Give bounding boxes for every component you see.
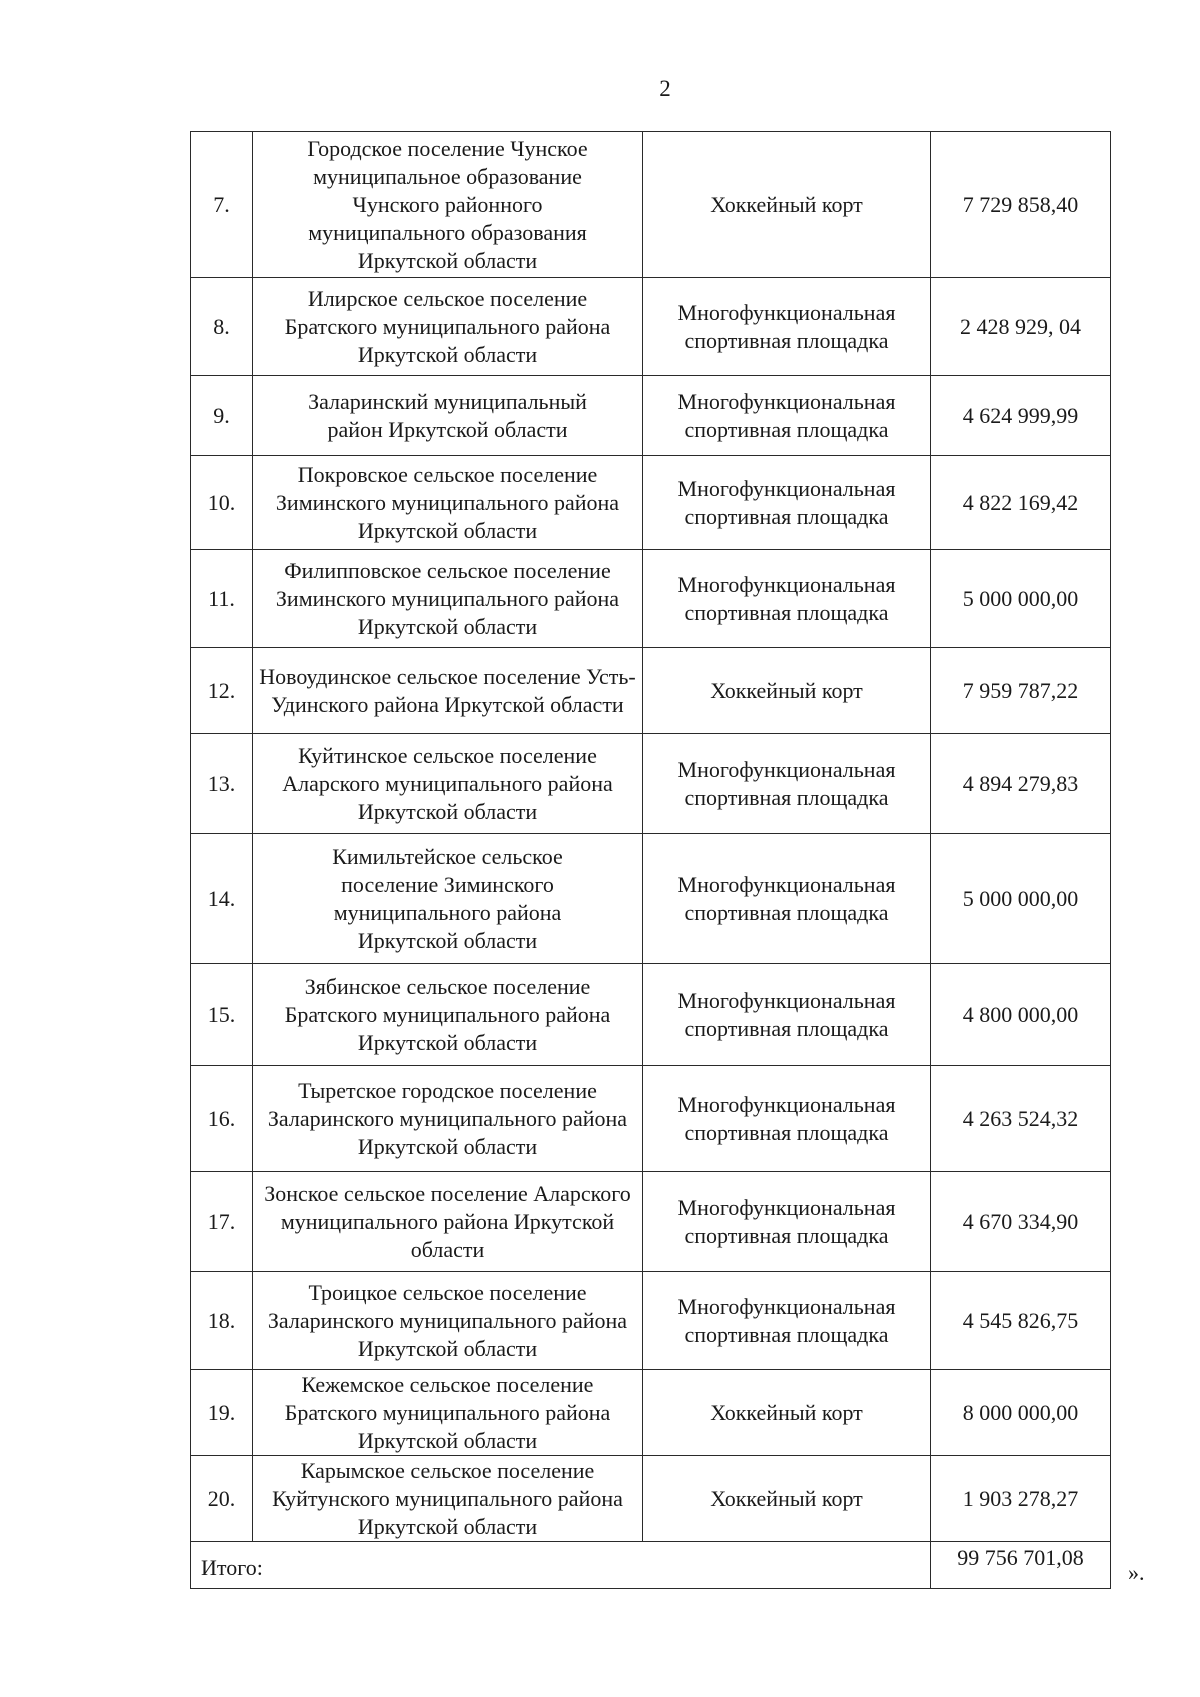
amount: 4 624 999,99	[931, 376, 1111, 456]
table-row	[191, 278, 1111, 376]
object-type: Многофункциональная спортивная площадка	[643, 1272, 931, 1370]
municipality-name: Заларинский муниципальный район Иркутской области	[253, 376, 643, 456]
municipality-name: Кежемское сельское поселение Братского муниципального района Иркутской области	[253, 1370, 643, 1456]
amount: 7 729 858,40	[931, 132, 1111, 278]
table-row	[191, 834, 1111, 964]
object-type: Многофункциональная спортивная площадка	[643, 278, 931, 376]
row-number: 15.	[191, 964, 253, 1066]
row-number: 10.	[191, 456, 253, 550]
object-type: Хоккейный корт	[643, 1456, 931, 1542]
amount: 2 428 929, 04	[931, 278, 1111, 376]
amount: 4 822 169,42	[931, 456, 1111, 550]
municipality-name: Илирское сельское поселение Братского муниципального района Иркутской области	[253, 278, 643, 376]
row-number: 17.	[191, 1172, 253, 1272]
amount: 7 959 787,22	[931, 648, 1111, 734]
object-type: Многофункциональная спортивная площадка	[643, 456, 931, 550]
amount: 4 800 000,00	[931, 964, 1111, 1066]
municipality-name: Куйтинское сельское поселение Аларского муниципального района Иркутской области	[253, 734, 643, 834]
total-amount: 99 756 701,08	[931, 1542, 1111, 1589]
object-type: Многофункциональная спортивная площадка	[643, 376, 931, 456]
row-number: 7.	[191, 132, 253, 278]
municipality-name: Новоудинское сельское поселение Усть-Удинского района Иркутской области	[253, 648, 643, 734]
municipality-name: Зябинское сельское поселение Братского муниципального района Иркутской области	[253, 964, 643, 1066]
object-type: Многофункциональная спортивная площадка	[643, 550, 931, 648]
table-row	[191, 456, 1111, 550]
row-number: 16.	[191, 1066, 253, 1172]
table-row	[191, 648, 1111, 734]
page-number: 2	[659, 76, 671, 101]
amount: 4 894 279,83	[931, 734, 1111, 834]
row-number: 8.	[191, 278, 253, 376]
table-row	[191, 376, 1111, 456]
municipality-name: Филипповское сельское поселение Зиминского муниципального района Иркутской области	[253, 550, 643, 648]
object-type: Многофункциональная спортивная площадка	[643, 1066, 931, 1172]
table-row	[191, 1456, 1111, 1542]
row-number: 12.	[191, 648, 253, 734]
amount: 4 670 334,90	[931, 1172, 1111, 1272]
amount: 5 000 000,00	[931, 550, 1111, 648]
table-row	[191, 964, 1111, 1066]
amount: 8 000 000,00	[931, 1370, 1111, 1456]
amount: 4 545 826,75	[931, 1272, 1111, 1370]
object-type: Многофункциональная спортивная площадка	[643, 834, 931, 964]
municipality-name: Покровское сельское поселение Зиминского муниципального района Иркутской области	[253, 456, 643, 550]
object-type: Многофункциональная спортивная площадка	[643, 1172, 931, 1272]
table-row	[191, 1272, 1111, 1370]
object-type: Хоккейный корт	[643, 132, 931, 278]
table-row	[191, 1370, 1111, 1456]
row-number: 19.	[191, 1370, 253, 1456]
table-row	[191, 1172, 1111, 1272]
municipality-name: Троицкое сельское поселение Заларинского муниципального района Иркутской области	[253, 1272, 643, 1370]
total-row	[191, 1542, 1111, 1589]
municipality-name: Городское поселение Чунское муниципальное образование Чунского районного муниципального образования Иркутской области	[253, 132, 643, 278]
municipality-name: Тыретское городское поселение Заларинского муниципального района Иркутской области	[253, 1066, 643, 1172]
funding-table	[190, 131, 1111, 1589]
amount: 1 903 278,27	[931, 1456, 1111, 1542]
row-number: 20.	[191, 1456, 253, 1542]
object-type: Хоккейный корт	[643, 1370, 931, 1456]
object-type: Многофункциональная спортивная площадка	[643, 964, 931, 1066]
row-number: 13.	[191, 734, 253, 834]
municipality-name: Карымское сельское поселение Куйтунского муниципального района Иркутской области	[253, 1456, 643, 1542]
row-number: 9.	[191, 376, 253, 456]
table-row	[191, 132, 1111, 278]
municipality-name: Зонское сельское поселение Аларского муниципального района Иркутской области	[253, 1172, 643, 1272]
amount: 4 263 524,32	[931, 1066, 1111, 1172]
table-row	[191, 1066, 1111, 1172]
object-type: Многофункциональная спортивная площадка	[643, 734, 931, 834]
table-row	[191, 550, 1111, 648]
closing-quote-mark: ».	[1128, 1560, 1145, 1585]
object-type: Хоккейный корт	[643, 648, 931, 734]
row-number: 18.	[191, 1272, 253, 1370]
municipality-name: Кимильтейское сельское поселение Зиминского муниципального района Иркутской области	[253, 834, 643, 964]
amount: 5 000 000,00	[931, 834, 1111, 964]
row-number: 11.	[191, 550, 253, 648]
total-label: Итого:	[191, 1542, 931, 1589]
row-number: 14.	[191, 834, 253, 964]
table-row	[191, 734, 1111, 834]
